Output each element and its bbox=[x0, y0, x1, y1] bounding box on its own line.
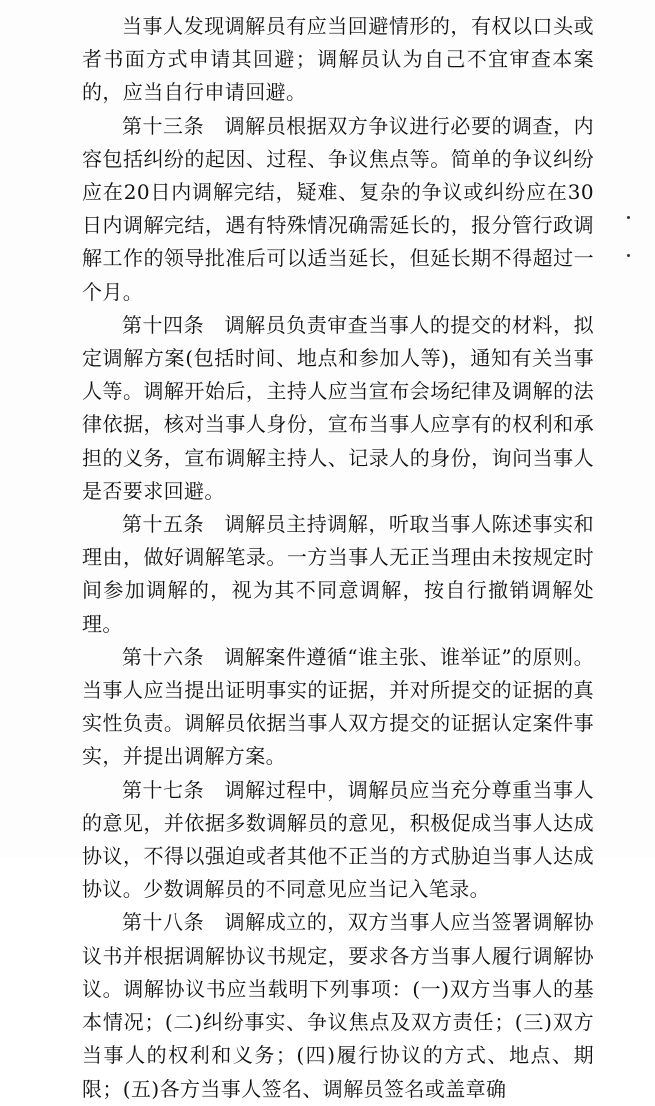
paragraph-article-17: 第十七条 调解过程中，调解员应当充分尊重当事人的意见，并依据多数调解员的意见，积极促成当事人达成协议，不得以强迫或者其他不正当的方式胁迫当事人达成协议。少数调解员的不同意见应当记入笔录。 bbox=[82, 777, 594, 902]
paragraph-recusal-application: 当事人发现调解员有应当回避情形的，有权以口头或者书面方式申请其回避；调解员认为自己不宜审查本案的，应当自行申请回避。 bbox=[82, 14, 594, 105]
paragraph-article-15: 第十五条 调解员主持调解，听取当事人陈述事实和理由，做好调解笔录。一方当事人无正当理由未按规定时间参加调解的，视为其不同意调解，按自行撤销调解处理。 bbox=[82, 512, 594, 636]
paragraph-article-16: 第十六条 调解案件遵循“谁主张、谁举证”的原则。当事人应当提出证明事实的证据，并对所提交的证据的真实性负责。调解员依据当事人双方提交的证据认定案件事实，并提出调解方案。 bbox=[82, 644, 594, 769]
scan-speck bbox=[627, 254, 630, 257]
paragraph-article-13: 第十三条 调解员根据双方争议进行必要的调查，内容包括纠纷的起因、过程、争议焦点等。简单的争议纠纷应在20日内调解完结，疑难、复杂的争议或纠纷应在30日内调解完结，遇有特殊情况确需延长的，报分管行政调解工作的领导批准后可以适当延长，但延长期不得超过一个月。 bbox=[82, 113, 594, 304]
document-body bbox=[82, 10, 594, 1106]
paragraph-article-18: 第十八条 调解成立的，双方当事人应当签署调解协议书并根据调解协议书规定，要求各方当事人履行调解协议。调解协议书应当载明下列事项：(一)双方当事人的基本情况；(二)纠纷事实、争议焦点及双方责任；(三)双方当事人的权利和义务；(四)履行协议的方式、地点、期限；(五)各方当事人签名、调解员签名或盖章确 bbox=[82, 910, 594, 1101]
paragraph-article-14: 第十四条 调解员负责审查当事人的提交的材料，拟定调解方案(包括时间、地点和参加人等)，通知有关当事人等。调解开始后，主持人应当宣布会场纪律及调解的法律依据，核对当事人身份，宣布当事人应享有的权利和承担的义务，宣布调解主持人、记录人的身份，询问当事人是否要求回避。 bbox=[82, 312, 594, 503]
scan-speck bbox=[627, 216, 630, 219]
